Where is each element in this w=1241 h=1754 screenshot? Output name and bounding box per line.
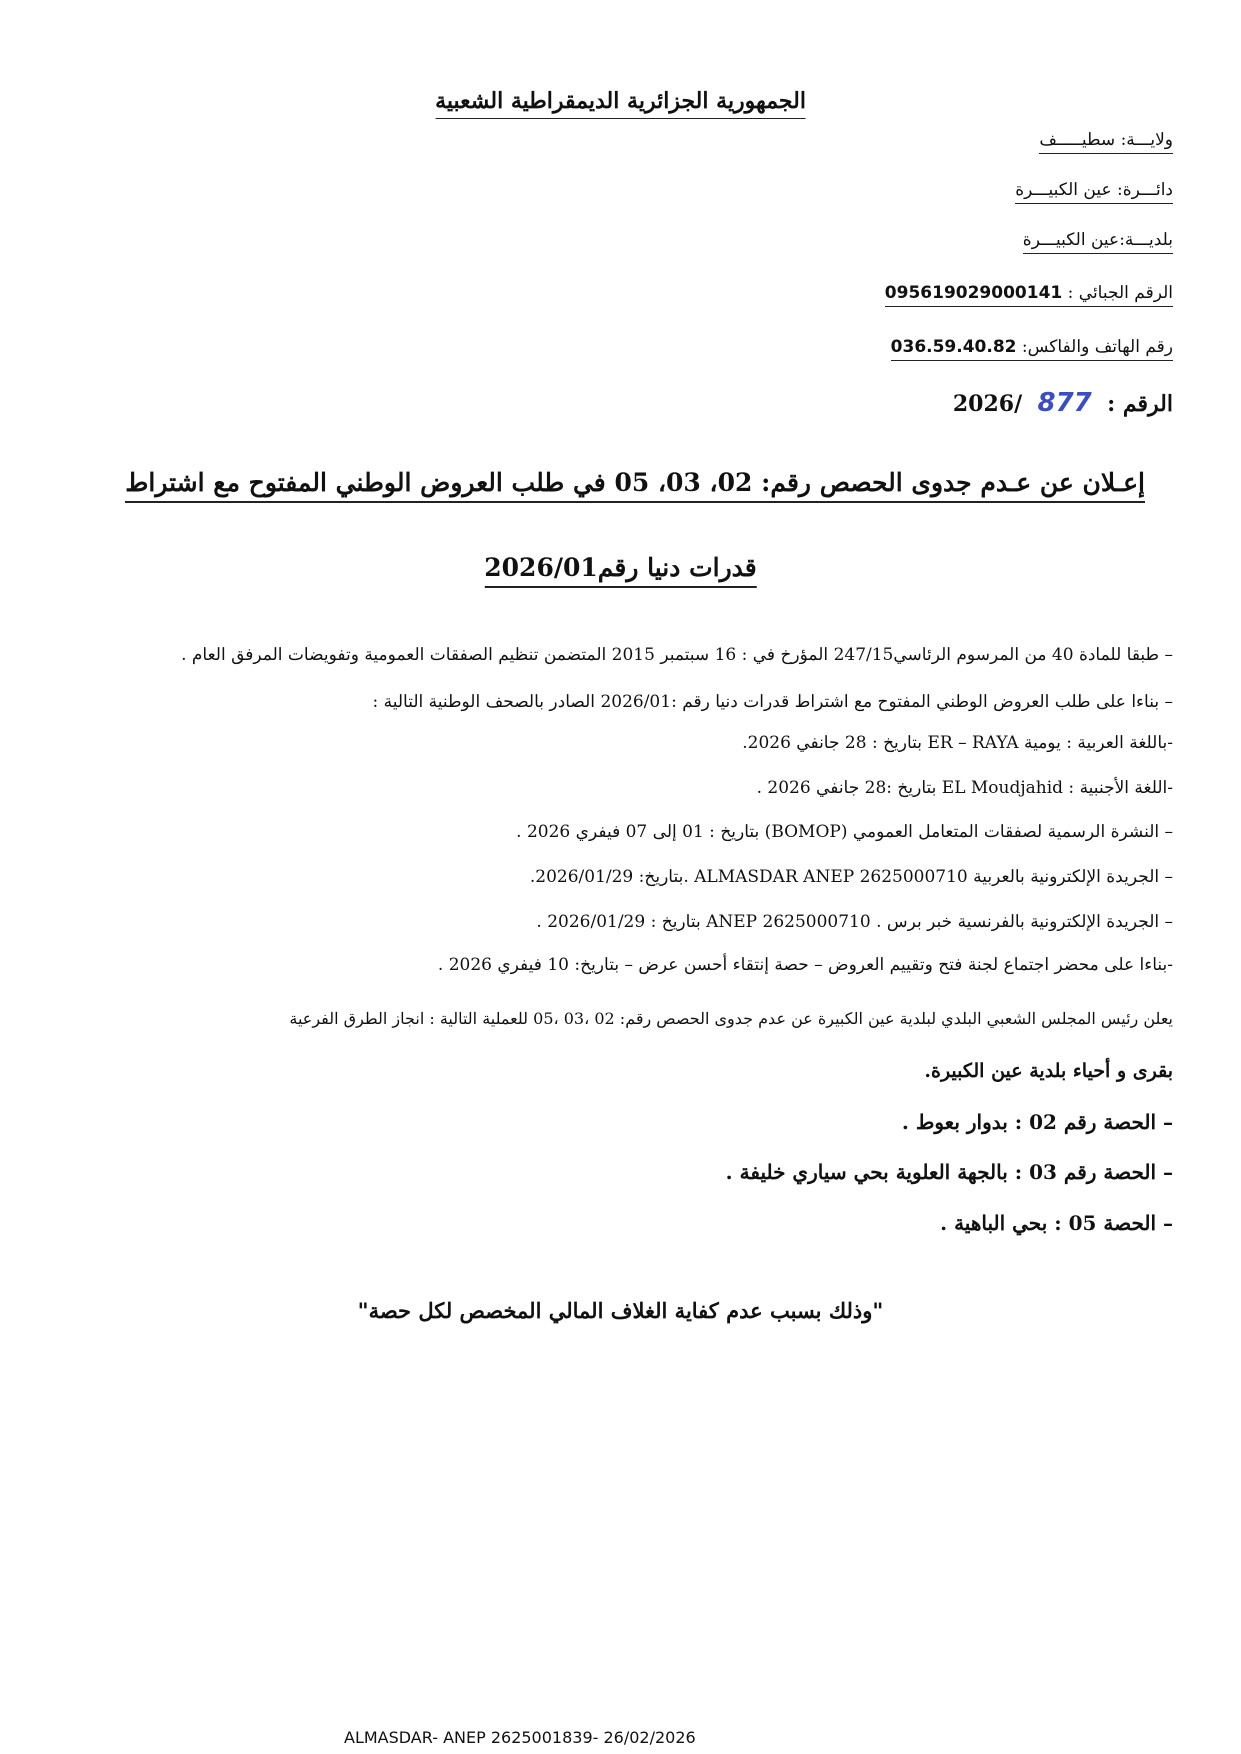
body-line: – النشرة الرسمية لصفقات المتعامل العمومي (BOMOP) بتاريخ : 01 إلى 07 فيفري 2026 . [516,822,1173,842]
phone-value: 036.59.40.82 [890,337,1017,357]
commune: بلديـــة:عين الكبيـــرة [1023,230,1173,254]
body-line: – طبقا للمادة 40 من المرسوم الرئاسي247/15 المؤرخ في : 16 سبتمبر 2015 المتضمن تنظيم الصفقات العمومية وتفويضات المرفق العام . [181,645,1173,665]
reason: "وذلك بسبب عدم كفاية الغلاف المالي المخصص لكل حصة" [357,1298,884,1323]
phone-label: رقم الهاتف والفاكس: [1021,337,1173,357]
wilaya: ولايـــة: سطيـــــف [1039,130,1173,154]
heading-line-1 [125,468,1145,497]
republic-title: الجمهورية الجزائرية الديمقراطية الشعبية [435,88,806,119]
body-line: -باللغة العربية : يومية ER – RAYA بتاريخ : 28 جانفي 2026. [742,733,1173,753]
tax-id-label: الرقم الجبائي : [1067,283,1173,303]
lot-item: – الحصة رقم 03 : بالجهة العلوية بحي سياري خليفة . [725,1160,1173,1184]
lot-item: – الحصة 05 : بحي الباهية . [940,1211,1173,1235]
lot-item: – الحصة رقم 02 : بدوار بعوط . [901,1110,1173,1134]
ref-label: الرقم : [1107,391,1173,417]
heading-text-2: قدرات دنيا رقم2026/01 [484,553,756,588]
reference-number [953,388,1173,418]
heading-line-2 [484,553,756,582]
ref-handwritten: 877 [1037,388,1092,418]
body-line: يعلن رئيس المجلس الشعبي البلدي لبلدية عين الكبيرة عن عدم جدوى الحصص رقم: 02 ،03 ،05 للعملية التالية : انجاز الطرق الفرعية [289,1009,1173,1028]
ref-year: /2026 [952,391,1023,417]
body-line: – بناءا على طلب العروض الوطني المفتوح مع اشتراط قدرات دنيا رقم :2026/01 الصادر بالصحف الوطنية التالية : [372,692,1173,712]
body-line: -اللغة الأجنبية : EL Moudjahid بتاريخ :28 جانفي 2026 . [756,778,1173,798]
body-line: – الجريدة الإلكترونية بالفرنسية خبر برس . ANEP 2625000710 بتاريخ : 2026/01/29 . [536,912,1173,932]
heading-text-1: إعـلان عن عـدم جدوى الحصص رقم: 02، 03، 05 في طلب العروض الوطني المفتوح مع اشتراط [125,468,1145,503]
body-line: -بناءا على محضر اجتماع لجنة فتح وتقييم العروض – حصة إنتقاء أحسن عرض – بتاريخ: 10 فيفري 2026 . [437,955,1173,975]
daira: دائـــرة: عين الكبيـــرة [1015,180,1173,204]
body-line: بقرى و أحياء بلدية عين الكبيرة. [924,1060,1173,1082]
body-line: – الجريدة الإلكترونية بالعربية ALMASDAR ANEP 2625000710 .بتاريخ: 2026/01/29. [529,867,1173,887]
phone [891,337,1173,361]
tax-id [885,283,1173,307]
footer-reference: ALMASDAR- ANEP 2625001839- 26/02/2026 [344,1728,696,1747]
tax-id-value: 095619029000141 [884,283,1063,303]
